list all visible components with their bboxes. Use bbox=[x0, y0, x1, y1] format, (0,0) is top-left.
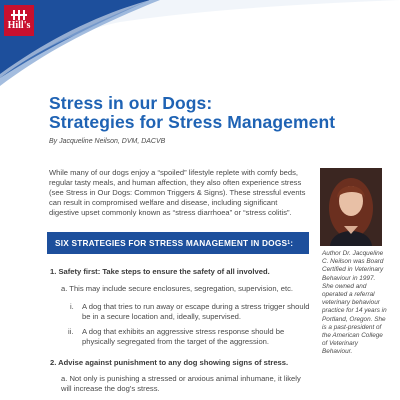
article-title-line2: Strategies for Stress Management bbox=[49, 112, 336, 132]
strategy-1-heading: 1. Safety first: Take steps to ensure the safety of all involved. bbox=[50, 267, 270, 276]
article-byline: By Jacqueline Neilson, DVM, DACVB bbox=[49, 138, 166, 145]
strategy-1-roman-i-number: i. bbox=[70, 302, 74, 311]
header-swoosh bbox=[0, 0, 400, 90]
author-portrait-icon bbox=[320, 168, 382, 246]
strategy-1-point-i: A dog that tries to run away or escape during a stress trigger should be in a secure location and, ideally, supervised. bbox=[82, 302, 310, 321]
intro-paragraph: While many of our dogs enjoy a “spoiled” lifestyle replete with comfy beds, regular tasty meals, and human affection, they also often experience stress (see Stress in Our Dogs: Common Triggers & Signs). These stressful events can result in compromised welfare and disease, including significant digestive upset commonly known as “stress diarrhoea” or “stress colitis”. bbox=[49, 168, 306, 217]
author-bio: Author Dr. Jacqueline C. Neilson was Board Certified in Veterinary Behaviour in 1997. She owned and operated a referral veterinary behaviour practice for 14 years in Portland, Oregon. She is a past-president of the American College of Veterinary Behaviour. bbox=[322, 250, 387, 356]
section-heading: SIX STRATEGIES FOR STRESS MANAGEMENT IN DOGS bbox=[55, 238, 288, 248]
strategy-1-roman-ii-number: ii. bbox=[68, 327, 74, 336]
strategy-2-point-a: a. Not only is punishing a stressed or anxious animal inhumane, it likely will increase the dog’s stress. bbox=[61, 374, 301, 393]
section-heading-banner bbox=[47, 232, 309, 254]
section-heading-footnote: 1 bbox=[287, 240, 291, 246]
section-heading-colon: : bbox=[290, 238, 294, 248]
article-title-line1: Stress in our Dogs: bbox=[49, 93, 213, 113]
strategy-1-point-a: a. This may include secure enclosures, segregation, supervision, etc. bbox=[61, 284, 294, 293]
strategy-1-point-ii: A dog that exhibits an aggressive stress response should be physically segregated from the target of the aggression. bbox=[82, 327, 285, 346]
logo-text: Hill's bbox=[7, 20, 31, 31]
hills-logo bbox=[4, 5, 34, 36]
logo-mark-icon bbox=[11, 10, 27, 20]
strategy-2-heading: 2. Advise against punishment to any dog showing signs of stress. bbox=[50, 358, 289, 367]
